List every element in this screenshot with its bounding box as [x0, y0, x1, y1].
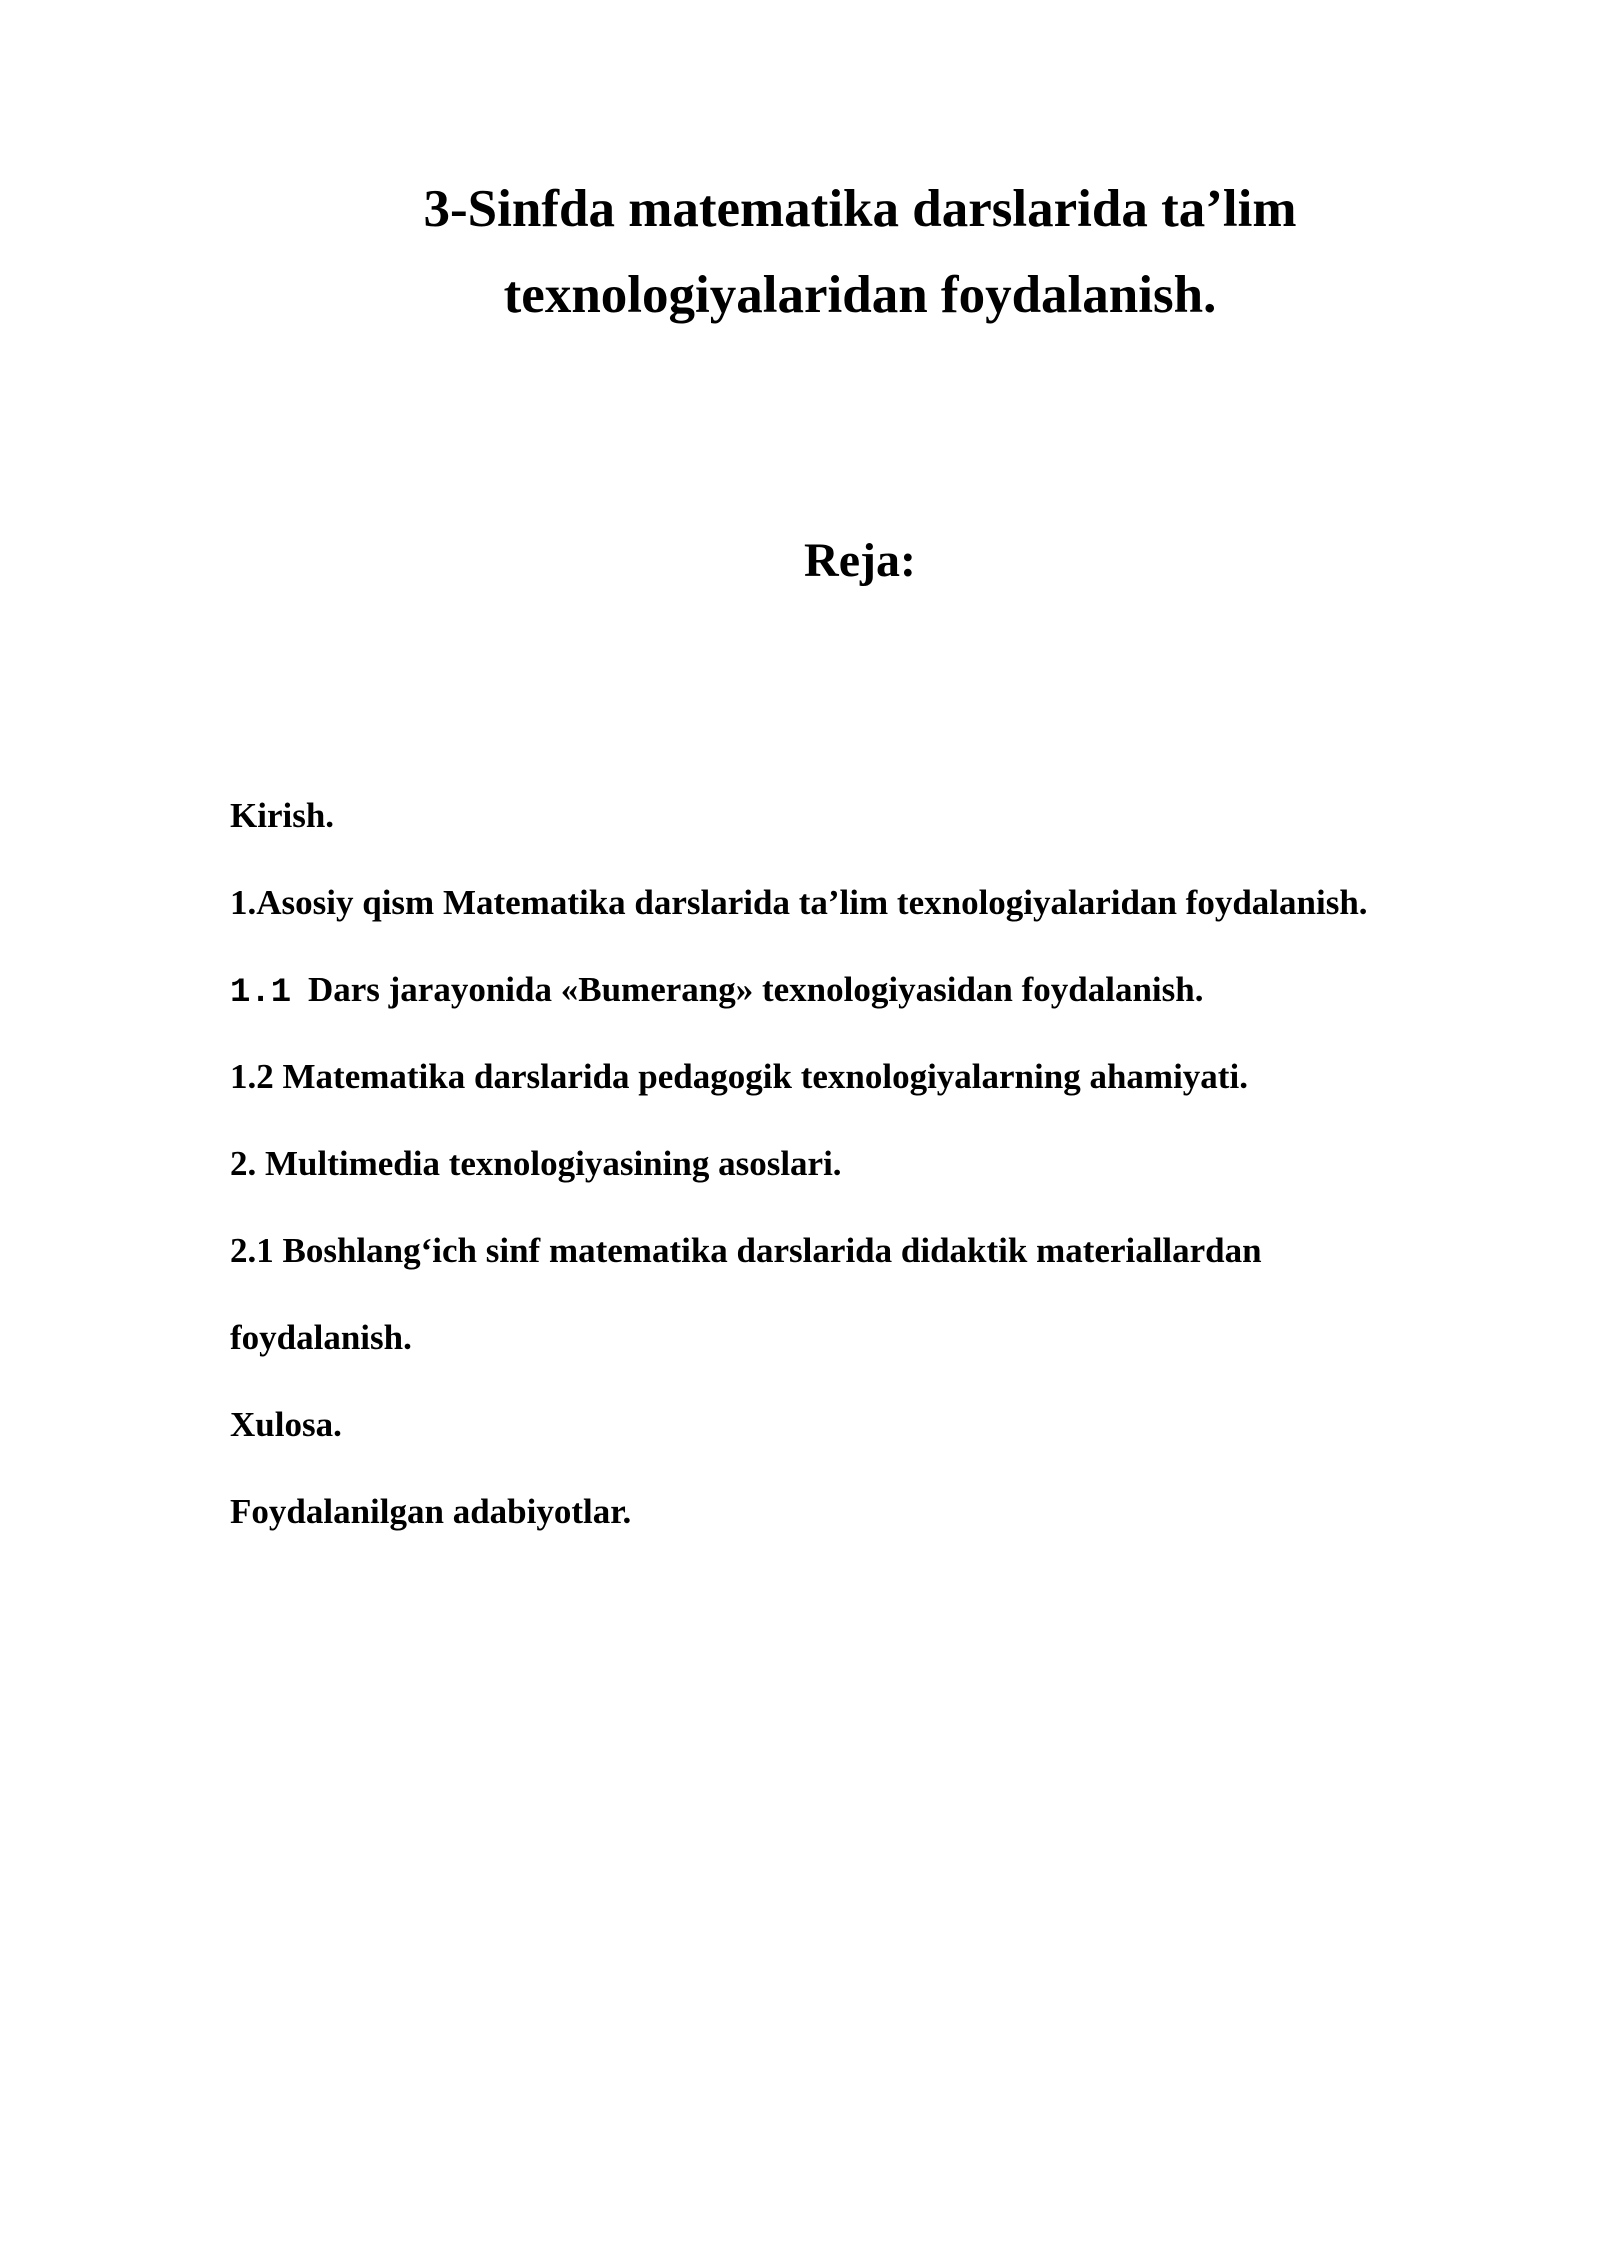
- plan-item-2-1-continued: foydalanish.: [230, 1318, 412, 1357]
- plan-item-2-1: 2.1 Boshlang‘ich sinf matematika darslarida didaktik materiallardan: [230, 1231, 1262, 1270]
- plan-item-1-2: 1.2 Matematika darslarida pedagogik texnologiyalarning ahamiyati.: [230, 1057, 1248, 1096]
- plan-heading: Reja:: [804, 534, 916, 587]
- plan-item-kirish: Kirish.: [230, 796, 335, 835]
- plan-item-2: 2. Multimedia texnologiyasining asoslari.: [230, 1144, 842, 1183]
- plan-item-1-1: [230, 946, 1550, 1033]
- title-line-1: 3-Sinfda matematika darslarida ta’lim: [423, 180, 1297, 238]
- document-title: [0, 166, 1600, 338]
- plan-list: [230, 772, 1550, 1555]
- plan-item-1: 1.Asosiy qism Matematika darslarida ta’lim texnologiyalaridan foydalanish.: [230, 883, 1368, 922]
- plan-item-adabiyotlar: Foydalanilgan adabiyotlar.: [230, 1492, 632, 1531]
- plan-item-xulosa: Xulosa.: [230, 1405, 342, 1444]
- plan-item-1-1-number: 1.1: [230, 974, 292, 1012]
- title-line-2: texnologiyalaridan foydalanish.: [503, 266, 1217, 324]
- plan-item-1-1-text: Dars jarayonida «Bumerang» texnologiyasidan foydalanish.: [307, 970, 1204, 1009]
